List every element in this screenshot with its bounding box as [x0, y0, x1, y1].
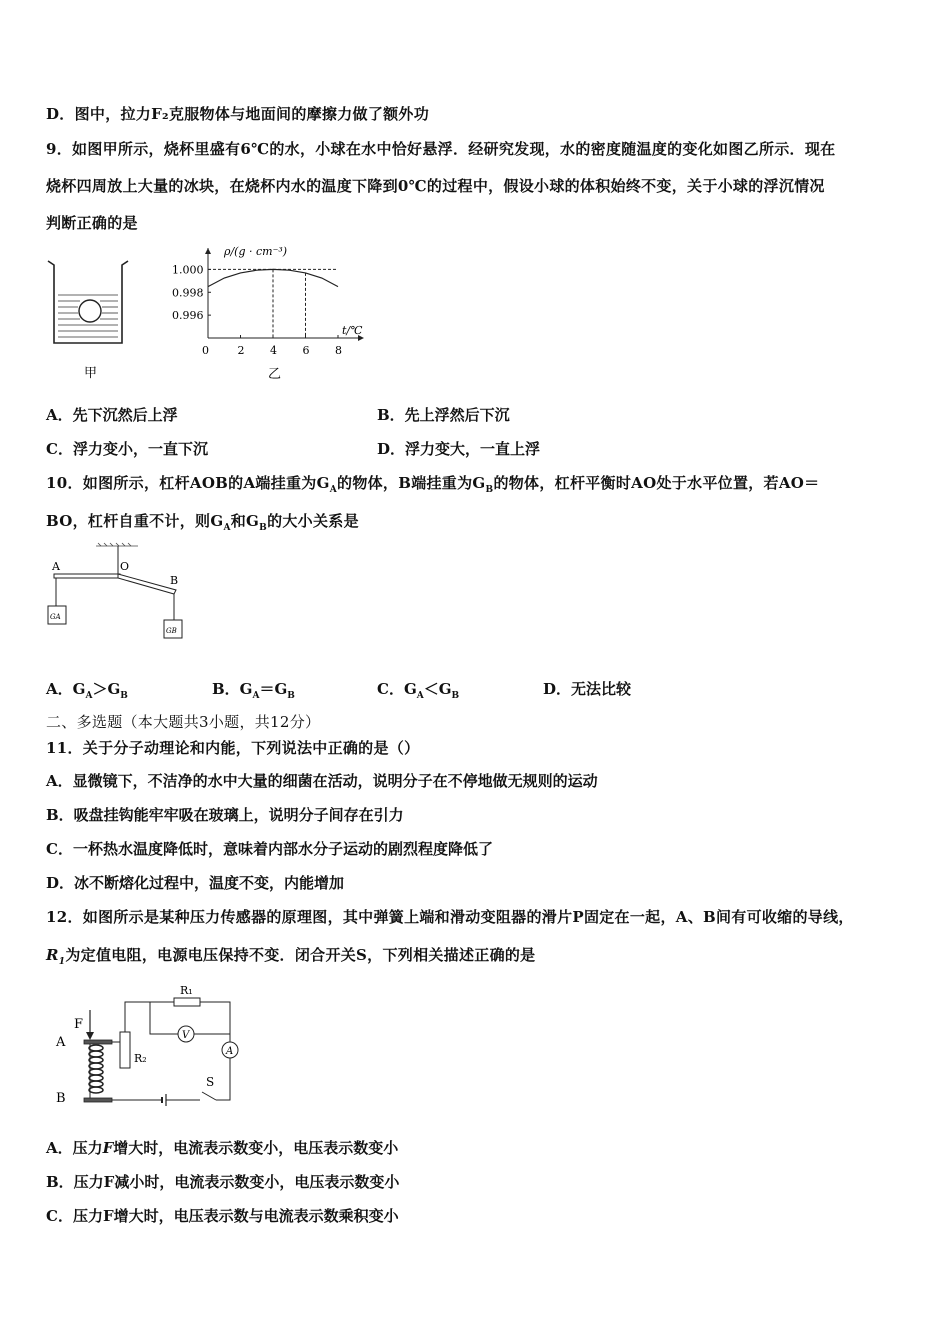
q9-option-a[interactable]: A．先下沉然后上浮	[46, 406, 178, 424]
bottom-plate	[84, 1098, 112, 1102]
lever-label-gb: GB	[166, 627, 177, 635]
q11-option-b[interactable]: B．吸盘挂钩能牢牢吸在玻璃上，说明分子间存在引力	[46, 806, 404, 824]
q9-option-c[interactable]: C．浮力变小，一直下沉	[46, 440, 208, 458]
x-tick-label: 0	[202, 344, 209, 357]
y-tick-label: 1.000	[172, 263, 204, 277]
q11-stem: 11．关于分子动理论和内能，下列说法中正确的是（）	[46, 739, 420, 757]
q12-option-b[interactable]: B．压力F减小时，电流表示数变小，电压表示数变小	[46, 1173, 400, 1191]
q10-option-c[interactable]: C．$G_A<G_B$	[377, 680, 460, 701]
x-tick-label: 8	[335, 344, 342, 357]
circuit-label-am: A	[226, 1046, 234, 1057]
circuit-figure	[50, 980, 250, 1110]
x-tick-label: 6	[302, 344, 310, 357]
q10-option-a[interactable]: A．$G_A>G_B$	[46, 680, 128, 701]
q12-option-a[interactable]: A．压力F增大时，电流表示数变小，电压表示数变小	[46, 1139, 399, 1157]
q11-option-a[interactable]: A．显微镜下，不洁净的水中大量的细菌在活动，说明分子在不停地做无规则的运动	[46, 772, 598, 790]
circuit-label-b: B	[56, 1091, 66, 1106]
ceiling-hatch	[96, 543, 138, 546]
lever-arm-ob	[118, 574, 179, 594]
x-tick-label: 2	[237, 344, 245, 357]
q10-option-b[interactable]: B．$G_A=G_B$	[212, 680, 295, 701]
circuit-label-v: V	[182, 1030, 190, 1041]
chart-xlabel: t/℃	[342, 324, 363, 337]
lever-label-a: A	[52, 560, 60, 573]
q8-option-d: D．图中，拉力F₂克服物体与地面间的摩擦力做了额外功	[46, 105, 430, 123]
q11-option-d[interactable]: D．冰不断熔化过程中，温度不变，内能增加	[46, 874, 345, 892]
lever-label-b: B	[170, 574, 179, 587]
circuit-label-r1: R₁	[180, 984, 193, 997]
section-heading: 二、多选题（本大题共3小题，共12分）	[46, 713, 321, 731]
y-tick-label: 0.998	[172, 286, 204, 300]
q12-option-c[interactable]: C．压力F增大时，电压表示数与电流表示数乘积变小	[46, 1207, 399, 1225]
rheostat-r2	[120, 1032, 130, 1068]
lever-label-ga: GA	[50, 613, 61, 621]
fig-yi-label: 乙	[268, 367, 282, 382]
circuit-label-f: F	[74, 1017, 84, 1032]
q11-option-c[interactable]: C．一杯热水温度降低时，意味着内部水分子运动的剧烈程度降低了	[46, 840, 493, 858]
q9-option-b[interactable]: B．先上浮然后下沉	[377, 406, 510, 424]
fig-jia-label: 甲	[84, 366, 98, 381]
chart-ylabel: ρ/(g · cm⁻³)	[224, 245, 288, 258]
q10-stem-line2: BO，杠杆自重不计，则$G_A$和$G_B$的大小关系是	[46, 512, 359, 533]
circuit-label-r2: R₂	[134, 1052, 147, 1065]
ball	[79, 300, 101, 322]
y-tick-label: 0.996	[172, 309, 204, 323]
lever-figure	[44, 540, 194, 655]
q10-option-d[interactable]: D．无法比较	[543, 680, 632, 698]
lever-label-o: O	[120, 560, 130, 573]
circuit-label-a: A	[56, 1035, 66, 1050]
q10-stem-line1: 10．如图所示，杠杆AOB的A端挂重为$G_A$的物体，B端挂重为$G_B$的物体，杠杆平衡时AO处于水平位置，若AO＝	[46, 474, 820, 495]
q9-stem-line1: 9．如图甲所示，烧杯里盛有6℃的水，小球在水中恰好悬浮．经研究发现，水的密度随温度的变化如图乙所示．现在	[46, 140, 836, 158]
spring-coil	[89, 1045, 103, 1093]
top-plate	[84, 1040, 112, 1044]
q12-stem-line1: 12．如图所示是某种压力传感器的原理图，其中弹簧上端和滑动变阻器的滑片P固定在一起，A、B间有可收缩的导线，	[46, 908, 854, 926]
switch-s	[202, 1092, 216, 1100]
density-chart	[160, 238, 380, 383]
x-tick-label: 4	[270, 344, 277, 357]
lever-arm-ao	[54, 574, 120, 578]
circuit-label-s: S	[206, 1075, 215, 1089]
resistor-r1	[174, 998, 200, 1006]
y-axis-arrow	[205, 248, 211, 254]
beaker-figure	[40, 255, 140, 385]
q12-stem-line2: $R_1$为定值电阻，电源电压保持不变．闭合开关S，下列相关描述正确的是	[46, 946, 536, 967]
q9-option-d[interactable]: D．浮力变大，一直上浮	[377, 440, 541, 458]
q9-stem-line2: 烧杯四周放上大量的冰块，在烧杯内水的温度下降到0℃的过程中，假设小球的体积始终不变，关于小球的浮沉情况	[46, 177, 825, 195]
q9-stem-line3: 判断正确的是	[46, 214, 138, 232]
